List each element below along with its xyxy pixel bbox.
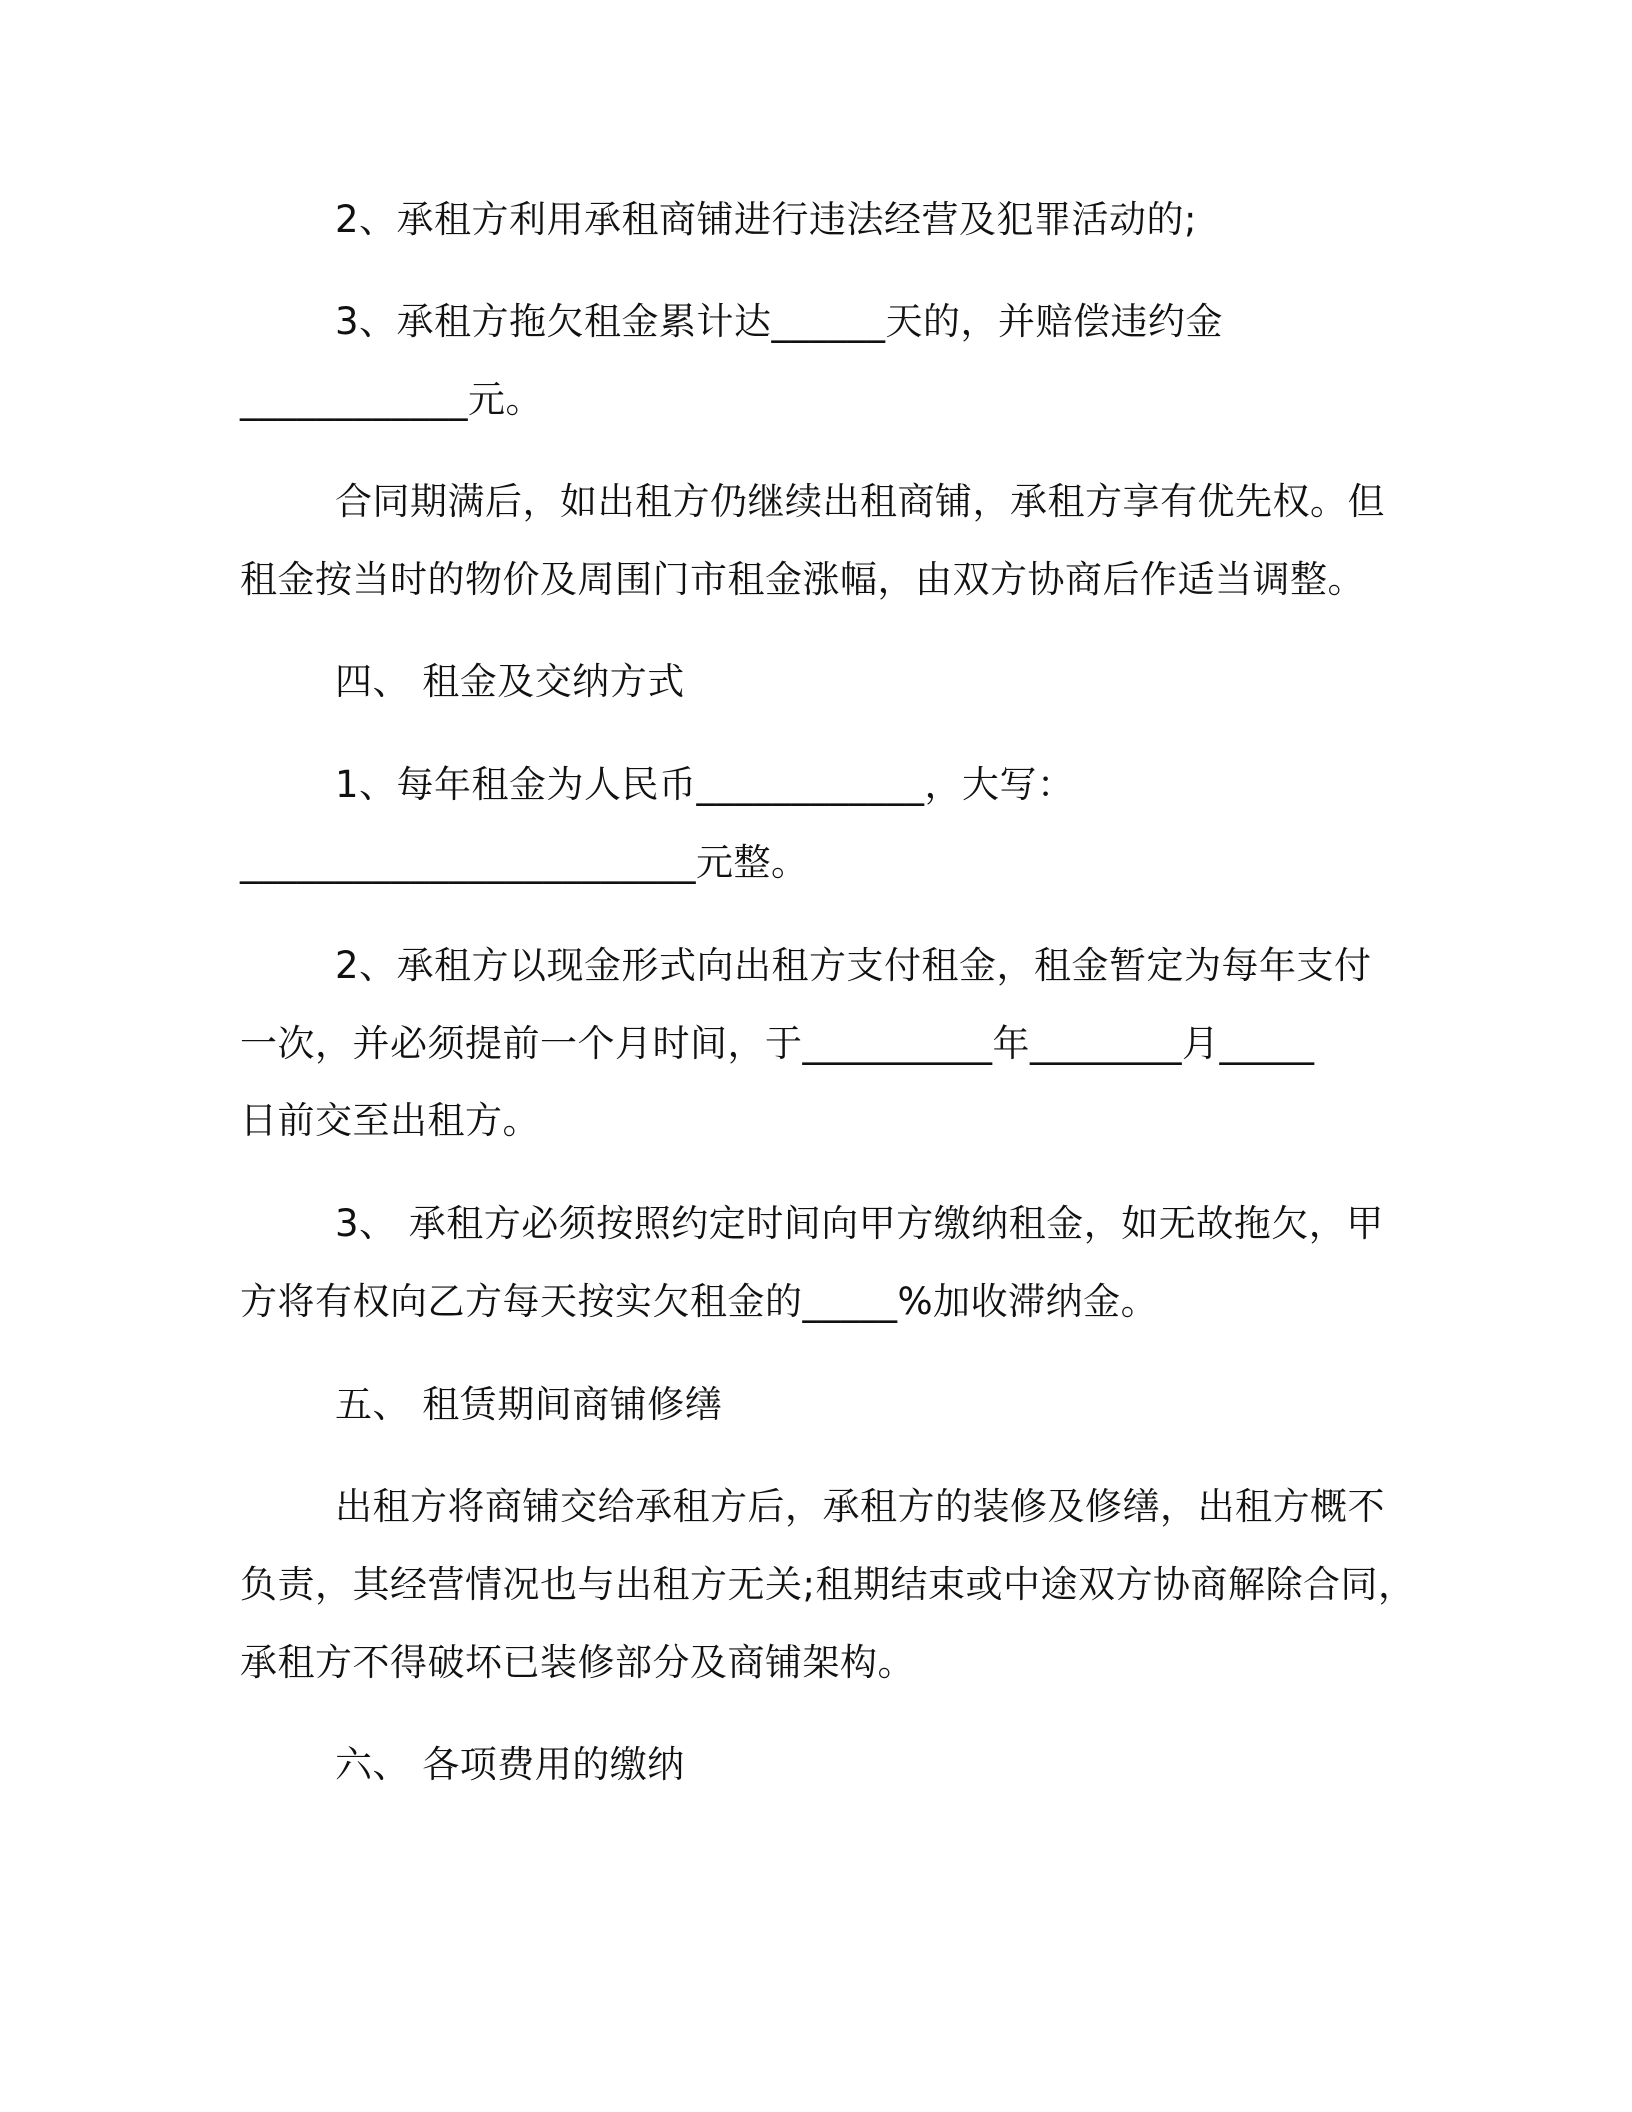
section-heading-repairs: 五、 租赁期间商铺修缮 xyxy=(335,1383,723,1426)
renewal-paragraph-line-1: 合同期满后，如出租方仍继续出租商铺，承租方享有优先权。但 xyxy=(335,480,1385,523)
section-heading-fees: 六、 各项费用的缴纳 xyxy=(335,1743,685,1786)
rent-clause-3-line-2: 方将有权向乙方每天按实欠租金的_____%加收滞纳金。 xyxy=(240,1280,1159,1323)
renewal-paragraph-line-2: 租金按当时的物价及周围门市租金涨幅，由双方协商后作适当调整。 xyxy=(240,558,1365,601)
clause-2-illegal-use: 2、承租方利用承租商铺进行违法经营及犯罪活动的; xyxy=(335,198,1198,241)
clause-3-continuation: ____________元。 xyxy=(240,378,543,421)
rent-clause-1-continuation: ________________________元整。 xyxy=(240,841,809,884)
rent-clause-3-line-1: 3、 承租方必须按照约定时间向甲方缴纳租金，如无故拖欠，甲 xyxy=(335,1202,1384,1245)
rent-clause-2-line-3: 日前交至出租方。 xyxy=(240,1099,540,1142)
rent-clause-2-line-2: 一次，并必须提前一个月时间，于__________年________月_____ xyxy=(240,1022,1315,1065)
repairs-paragraph-line-3: 承租方不得破坏已装修部分及商铺架构。 xyxy=(240,1641,915,1684)
rent-clause-1: 1、每年租金为人民币____________，大写： xyxy=(335,763,1075,806)
repairs-paragraph-line-1: 出租方将商铺交给承租方后，承租方的装修及修缮，出租方概不 xyxy=(335,1485,1385,1528)
clause-3-rent-arrears: 3、承租方拖欠租金累计达______天的，并赔偿违约金 xyxy=(335,300,1224,343)
rent-clause-2-line-1: 2、承租方以现金形式向出租方支付租金，租金暂定为每年支付 xyxy=(335,944,1372,987)
section-heading-rent: 四、 租金及交纳方式 xyxy=(335,660,685,703)
repairs-paragraph-line-2: 负责，其经营情况也与出租方无关;租期结束或中途双方协商解除合同， xyxy=(240,1563,1416,1606)
